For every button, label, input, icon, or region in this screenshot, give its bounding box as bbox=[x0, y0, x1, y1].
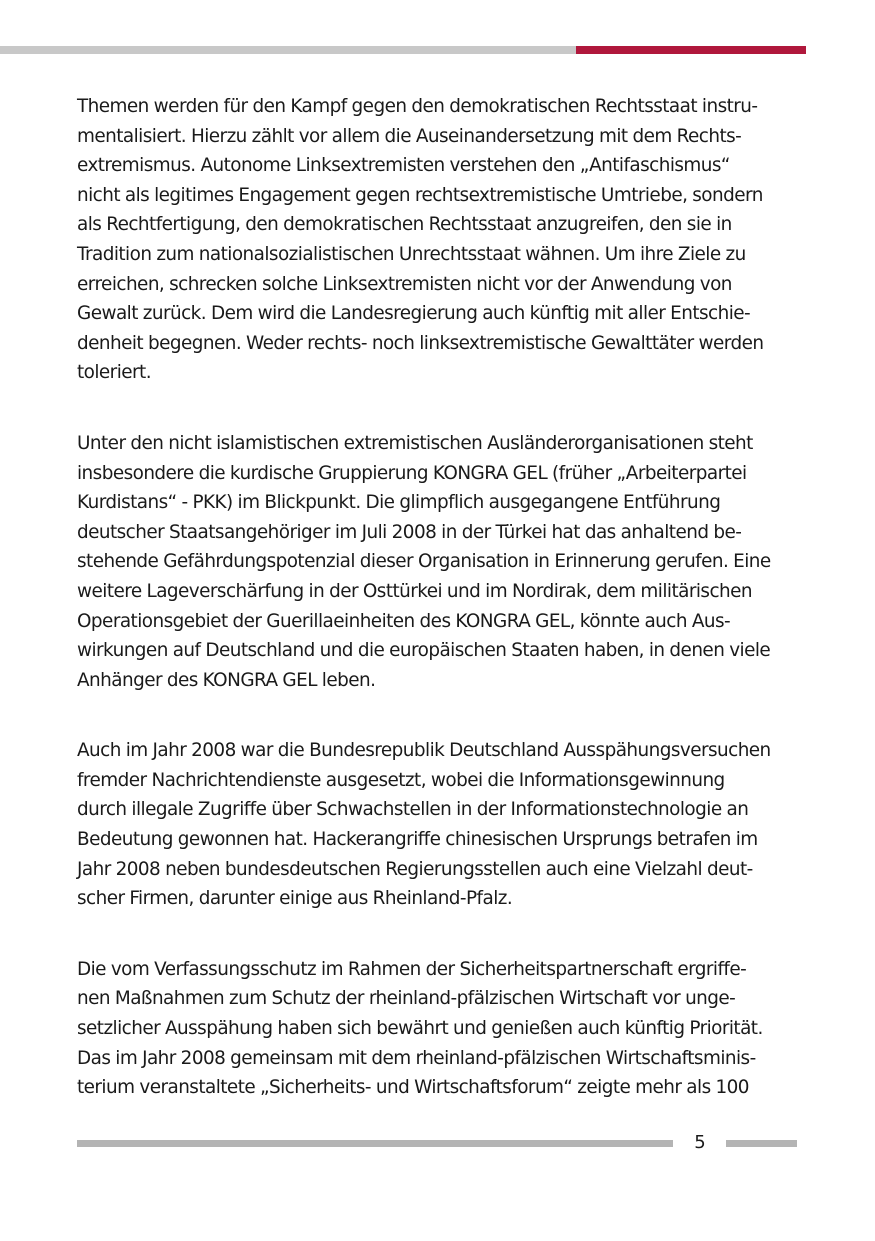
paragraph-1 bbox=[77, 92, 802, 388]
text-line: Jahr 2008 neben bundesdeutschen Regierungsstellen auch eine Vielzahl deut- bbox=[77, 858, 753, 880]
header-divider-gray bbox=[0, 46, 576, 54]
text-line: deutscher Staatsangehöriger im Juli 2008 in der Türkei hat das anhaltend be- bbox=[77, 521, 742, 543]
text-line: wirkungen auf Deutschland und die europäischen Staaten haben, in denen viele bbox=[77, 640, 771, 662]
text-line: Auch im Jahr 2008 war die Bundesrepublik Deutschland Ausspähungsversuchen bbox=[77, 740, 771, 762]
text-line: terium veranstaltete „Sicherheits- und Wirtschaftsforum“ zeigte mehr als 100 bbox=[77, 1077, 749, 1099]
text-line: setzlicher Ausspähung haben sich bewährt und genießen auch künftig Priorität. bbox=[77, 1018, 763, 1040]
text-line: Die vom Verfassungsschutz im Rahmen der Sicherheitspartnerschaft ergriffe- bbox=[77, 958, 747, 980]
text-line: Das im Jahr 2008 gemeinsam mit dem rheinland-pfälzischen Wirtschaftsminis- bbox=[77, 1047, 756, 1069]
text-line: weitere Lageverschärfung in der Osttürkei und im Nordirak, dem militärischen bbox=[77, 580, 752, 602]
text-line: fremder Nachrichtendienste ausgesetzt, wobei die Informationsgewinnung bbox=[77, 769, 725, 791]
text-line: Bedeutung gewonnen hat. Hackerangriffe chinesischen Ursprungs betrafen im bbox=[77, 829, 758, 851]
text-line: toleriert. bbox=[77, 362, 151, 384]
text-line: Tradition zum nationalsozialistischen Unrechtsstaat wähnen. Um ihre Ziele zu bbox=[77, 243, 746, 265]
footer-divider-right bbox=[726, 1140, 797, 1147]
text-line: Operationsgebiet der Guerillaeinheiten des KONGRA GEL, könnte auch Aus- bbox=[77, 610, 731, 632]
header-divider-accent bbox=[576, 46, 806, 54]
text-line: Gewalt zurück. Dem wird die Landesregierung auch künftig mit aller Entschie- bbox=[77, 303, 751, 325]
text-line: als Rechtfertigung, den demokratischen Rechtsstaat anzugreifen, den sie in bbox=[77, 214, 732, 236]
text-line: nen Maßnahmen zum Schutz der rheinland-pfälzischen Wirtschaft vor unge- bbox=[77, 988, 736, 1010]
text-line: Anhänger des KONGRA GEL leben. bbox=[77, 669, 376, 691]
page-number: 5 bbox=[694, 1132, 706, 1153]
text-line: extremismus. Autonome Linksextremisten verstehen den „Antifaschismus“ bbox=[77, 155, 730, 177]
text-line: durch illegale Zugriffe über Schwachstellen in der Informationstechnologie an bbox=[77, 799, 749, 821]
text-line: Themen werden für den Kampf gegen den demokratischen Rechtsstaat instru- bbox=[77, 96, 758, 117]
paragraph-3 bbox=[77, 736, 802, 914]
text-line: insbesondere die kurdische Gruppierung KONGRA GEL (früher „Arbeiterpartei bbox=[77, 462, 747, 484]
text-line: denheit begegnen. Weder rechts- noch linksextremistische Gewalttäter werden bbox=[77, 332, 764, 354]
footer-divider-left bbox=[77, 1140, 673, 1147]
text-line: mentalisiert. Hierzu zählt vor allem die Auseinandersetzung mit dem Rechts- bbox=[77, 125, 742, 147]
text-line: scher Firmen, darunter einige aus Rheinland-Pfalz. bbox=[77, 888, 513, 910]
text-line: Unter den nicht islamistischen extremistischen Ausländerorganisationen steht bbox=[77, 432, 753, 454]
paragraph-4 bbox=[77, 955, 802, 1103]
text-line: erreichen, schrecken solche Linksextremisten nicht vor der Anwendung von bbox=[77, 273, 732, 295]
text-line: nicht als legitimes Engagement gegen rechtsextremistische Umtriebe, sondern bbox=[77, 184, 763, 206]
paragraph-2 bbox=[77, 429, 802, 695]
text-line: stehende Gefährdungspotenzial dieser Organisation in Erinnerung gerufen. Eine bbox=[77, 551, 771, 573]
text-line: Kurdistans“ - PKK) im Blickpunkt. Die glimpflich ausgegangene Entführung bbox=[77, 492, 721, 514]
body-text bbox=[77, 92, 802, 1144]
